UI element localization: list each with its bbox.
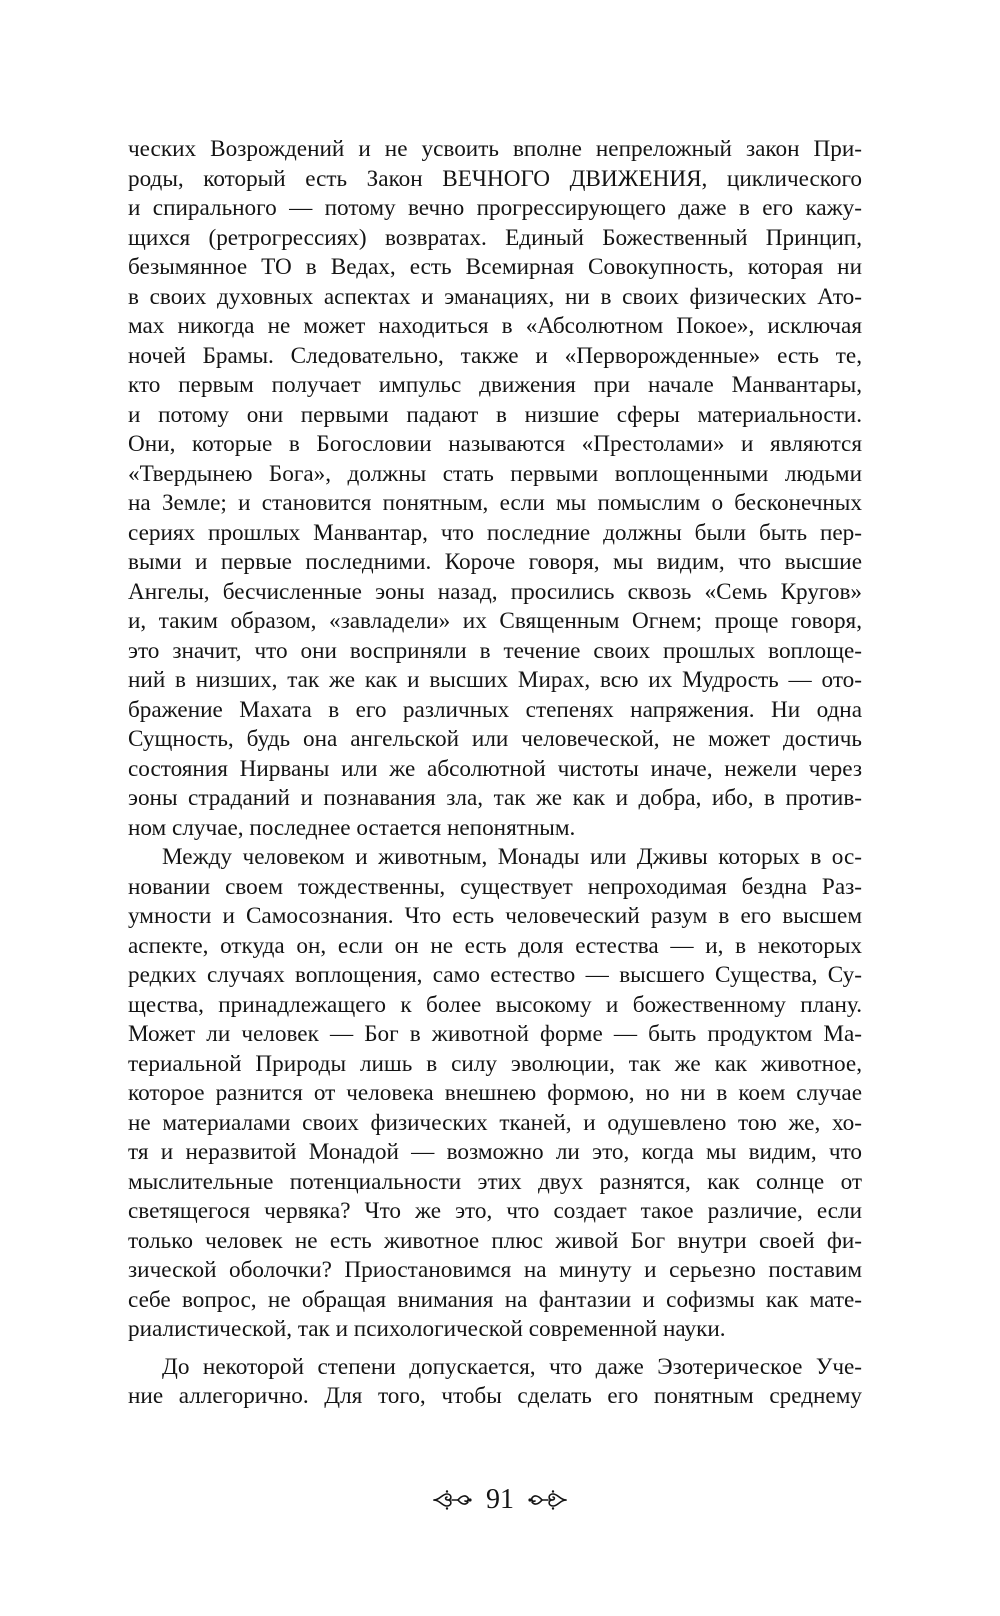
text-line: и спирального — потому вечно прогрессирующего даже в его кажу- (128, 195, 862, 221)
text-line: которое разнится от человека внешнею формою, но ни в коем случае (128, 1080, 862, 1106)
text-line: зической оболочки? Приостановимся на минуту и серьезно поставим (128, 1257, 862, 1283)
text-line: и, таким образом, «завладели» их Священным Огнем; проще говоря, (128, 608, 862, 634)
text-line: тя и неразвитой Монадой — возможно ли это, когда мы видим, что (128, 1139, 862, 1165)
fleuron-icon (528, 1489, 568, 1511)
text-line: ние аллегорично. Для того, чтобы сделать его понятным среднему (128, 1383, 862, 1409)
text-line: Сущность, будь она ангельской или человеческой, не может достичь (128, 726, 862, 752)
text-line: териальной Природы лишь в силу эволюции, так же как животное, (128, 1050, 862, 1077)
text-line: на Земле; и становится понятным, если мы помыслим о бесконечных (128, 490, 862, 516)
text-line: мыслительные потенциальности этих двух разнятся, как солнце от (128, 1168, 862, 1195)
page-footer (0, 1480, 1000, 1520)
text-line: редких случаях воплощения, само естество — высшего Существа, Су- (128, 962, 862, 988)
paragraph-2 (128, 843, 862, 1345)
text-line: Они, которые в Богословии называются «Престолами» и являются (128, 431, 862, 457)
text-line: щества, принадлежащего к более высокому и божественному плану. (128, 991, 862, 1018)
paragraph-1 (128, 135, 862, 843)
text-line: только человек не есть животное плюс живой Бог внутри своей фи- (128, 1227, 862, 1254)
text-line: мах никогда не может находиться в «Абсолютном Покое», исключая (128, 313, 862, 339)
text-line: ном случае, последнее остается непонятным. (128, 814, 576, 841)
text-line: щихся (ретрогрессиях) возвратах. Единый Божественный Принцип, (128, 224, 862, 251)
text-line: ний в низших, так же как и высших Мирах, всю их Мудрость — ото- (128, 667, 862, 693)
text-line: кто первым получает импульс движения при начале Манвантары, (128, 372, 862, 398)
text-line: эоны страданий и познавания зла, так же как и добра, ибо, в против- (128, 785, 862, 811)
text-line: в своих духовных аспектах и эманациях, ни в своих физических Ато- (128, 283, 862, 310)
text-line: аспекте, откуда он, если он не есть доля естества — и, в некоторых (128, 932, 862, 959)
text-line: и потому они первыми падают в низшие сферы материальности. (128, 401, 862, 428)
text-line: новании своем тождественны, существует непроходимая бездна Раз- (128, 873, 862, 900)
text-line: роды, который есть Закон ВЕЧНОГО ДВИЖЕНИЯ, циклического (128, 165, 862, 192)
text-line: сериях прошлых Манвантар, что последние должны были быть пер- (128, 519, 862, 546)
paragraph-spacer (128, 1345, 862, 1353)
paragraph-3 (128, 1353, 862, 1412)
text-line: выми и первые последними. Короче говоря, мы видим, что высшие (128, 549, 862, 575)
text-line: риалистической, так и психологической современной науки. (128, 1316, 726, 1342)
text-line: состояния Нирваны или же абсолютной чистоты иначе, нежели через (128, 755, 862, 782)
text-line: это значит, что они восприняли в течение своих прошлых воплоще- (128, 637, 862, 664)
text-line: себе вопрос, не обращая внимания на фантазии и софизмы как мате- (128, 1286, 862, 1313)
text-line: Ангелы, бесчисленные эоны назад, просились сквозь «Семь Кругов» (128, 578, 862, 605)
text-line: До некоторой степени допускается, что даже Эзотерическое Уче- (162, 1353, 862, 1380)
fleuron-icon (432, 1489, 472, 1511)
text-line: ночей Брамы. Следовательно, также и «Перворожденные» есть те, (128, 342, 862, 369)
text-line: безымянное ТО в Ведах, есть Всемирная Совокупность, которая ни (128, 254, 862, 280)
text-line: «Твердынею Бога», должны стать первыми воплощенными людьми (128, 460, 862, 487)
body-text (128, 135, 862, 1412)
text-line: светящегося червяка? Что же это, что создает такое различие, если (128, 1198, 862, 1224)
page-number: 91 (486, 1484, 514, 1515)
text-line: не материалами своих физических тканей, и одушевлено тою же, хо- (128, 1109, 862, 1136)
text-line: Между человеком и животным, Монады или Дживы которых в ос- (162, 844, 862, 870)
text-line: бражение Махата в его различных степенях напряжения. Ни одна (128, 696, 862, 723)
text-line: ческих Возрождений и не усвоить вполне непреложный закон При- (128, 136, 862, 162)
text-line: Может ли человек — Бог в животной форме — быть продуктом Ма- (128, 1021, 862, 1047)
text-line: умности и Самосознания. Что есть человеческий разум в его высшем (128, 903, 862, 929)
